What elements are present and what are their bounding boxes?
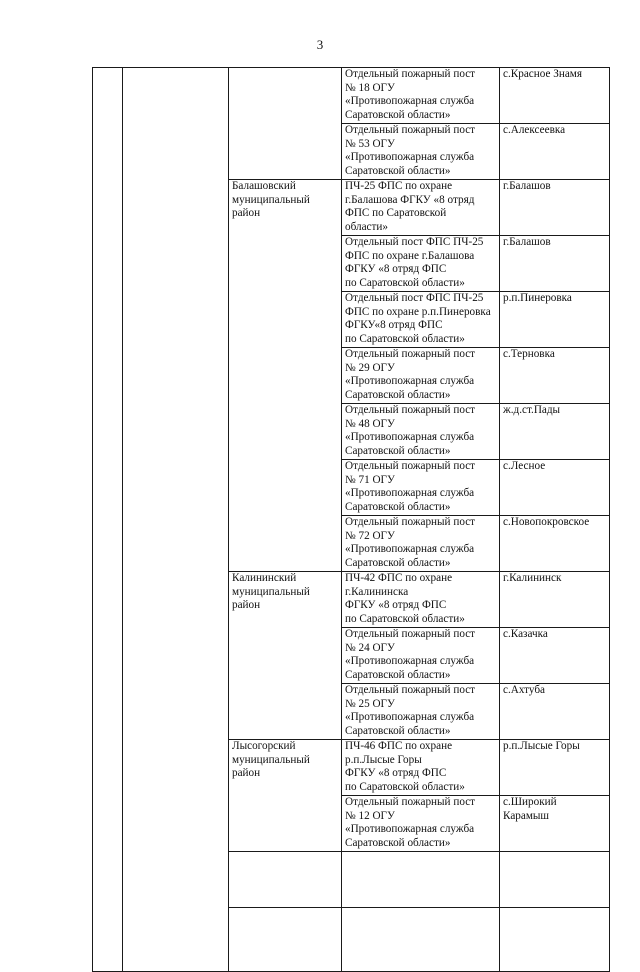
- locality-cell: р.п.Пинеровка: [500, 292, 610, 348]
- locality-cell: с.Ахтуба: [500, 684, 610, 740]
- locality-cell: с.Алексеевка: [500, 124, 610, 180]
- page-number: 3: [316, 37, 324, 52]
- locality-cell: с.Лесное: [500, 460, 610, 516]
- locality-cell: г.Балашов: [500, 236, 610, 292]
- blank-cell: [500, 852, 610, 908]
- unit-cell: ПЧ-25 ФПС по охране г.Балашова ФГКУ «8 отряд ФПС по Саратовской области»: [342, 180, 500, 236]
- blank-cell: [342, 852, 500, 908]
- unit-cell: Отдельный пост ФПС ПЧ-25 ФПС по охране р.п.Пинеровка ФГКУ«8 отряд ФПС по Саратовской области»: [342, 292, 500, 348]
- district-cell: Калининский муниципальный район: [229, 572, 342, 740]
- district-cell: Балашовский муниципальный район: [229, 180, 342, 572]
- unit-cell: ПЧ-46 ФПС по охране р.п.Лысые Горы ФГКУ «8 отряд ФПС по Саратовской области»: [342, 740, 500, 796]
- unit-cell: Отдельный пожарный пост № 24 ОГУ «Противопожарная служба Саратовской области»: [342, 628, 500, 684]
- unit-cell: Отдельный пожарный пост № 71 ОГУ «Противопожарная служба Саратовской области»: [342, 460, 500, 516]
- table-row: [93, 68, 610, 124]
- number-column-cell: [93, 68, 123, 972]
- unit-cell: Отдельный пожарный пост № 12 ОГУ «Противопожарная служба Саратовской области»: [342, 796, 500, 852]
- blank-cell: [500, 908, 610, 972]
- blank-cell: [229, 908, 342, 972]
- unit-cell: Отдельный пожарный пост № 25 ОГУ «Противопожарная служба Саратовской области»: [342, 684, 500, 740]
- locality-cell: г.Балашов: [500, 180, 610, 236]
- region-column-cell: [123, 68, 229, 972]
- district-cell: Лысогорский муниципальный район: [229, 740, 342, 852]
- unit-cell: ПЧ-42 ФПС по охране г.Калининска ФГКУ «8 отряд ФПС по Саратовской области»: [342, 572, 500, 628]
- locality-cell: г.Калининск: [500, 572, 610, 628]
- locality-cell: с.Терновка: [500, 348, 610, 404]
- unit-cell: Отдельный пожарный пост № 48 ОГУ «Противопожарная служба Саратовской области»: [342, 404, 500, 460]
- locality-cell: с.Широкий Карамыш: [500, 796, 610, 852]
- unit-cell: Отдельный пожарный пост № 18 ОГУ «Противопожарная служба Саратовской области»: [342, 68, 500, 124]
- locality-cell: с.Красное Знамя: [500, 68, 610, 124]
- unit-cell: Отдельный пожарный пост № 72 ОГУ «Противопожарная служба Саратовской области»: [342, 516, 500, 572]
- unit-cell: Отдельный пожарный пост № 29 ОГУ «Противопожарная служба Саратовской области»: [342, 348, 500, 404]
- fire-stations-table: [92, 67, 610, 972]
- unit-cell: Отдельный пожарный пост № 53 ОГУ «Противопожарная служба Саратовской области»: [342, 124, 500, 180]
- unit-cell: Отдельный пост ФПС ПЧ-25 ФПС по охране г.Балашова ФГКУ «8 отряд ФПС по Саратовской области»: [342, 236, 500, 292]
- district-cell: [229, 68, 342, 180]
- blank-cell: [229, 852, 342, 908]
- locality-cell: с.Казачка: [500, 628, 610, 684]
- locality-cell: р.п.Лысые Горы: [500, 740, 610, 796]
- locality-cell: с.Новопокровское: [500, 516, 610, 572]
- locality-cell: ж.д.ст.Пады: [500, 404, 610, 460]
- blank-cell: [342, 908, 500, 972]
